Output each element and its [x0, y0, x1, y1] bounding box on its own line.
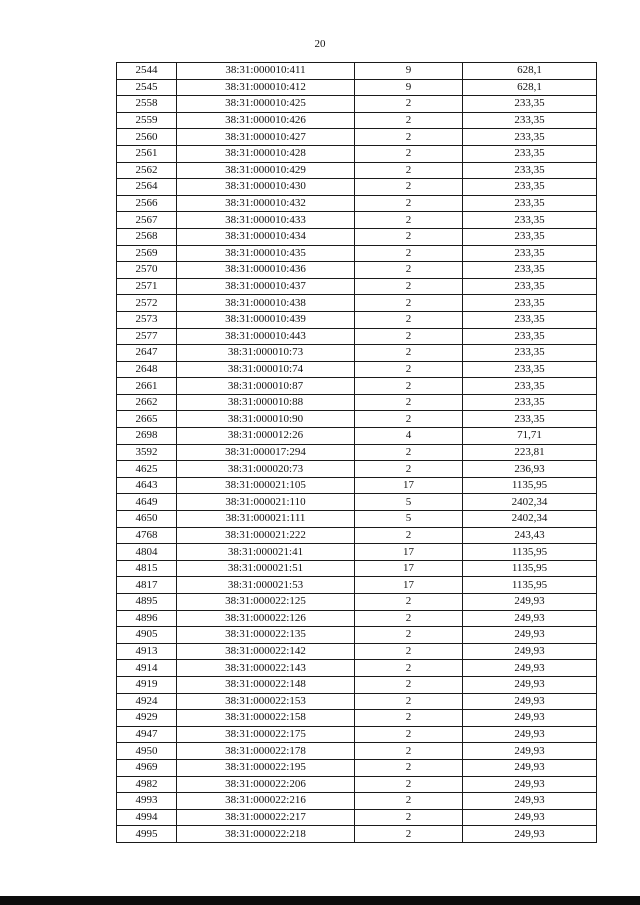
row-number-cell: 4994	[117, 809, 177, 826]
row-number-cell: 2544	[117, 63, 177, 80]
table-row	[117, 79, 597, 96]
table-row	[117, 361, 597, 378]
count-cell: 2	[355, 345, 463, 362]
count-cell: 5	[355, 494, 463, 511]
cadastral-number-cell: 38:31:000010:432	[177, 195, 355, 212]
cadastral-number-cell: 38:31:000010:435	[177, 245, 355, 262]
cadastral-number-cell: 38:31:000010:430	[177, 179, 355, 196]
table-row	[117, 726, 597, 743]
row-number-cell: 2566	[117, 195, 177, 212]
count-cell: 2	[355, 676, 463, 693]
cadastral-number-cell: 38:31:000021:222	[177, 527, 355, 544]
area-cell: 233,35	[463, 96, 597, 113]
area-cell: 236,93	[463, 461, 597, 478]
count-cell: 2	[355, 826, 463, 843]
count-cell: 2	[355, 311, 463, 328]
cadastral-number-cell: 38:31:000022:216	[177, 793, 355, 810]
row-number-cell: 2661	[117, 378, 177, 395]
row-number-cell: 4969	[117, 759, 177, 776]
row-number-cell: 2648	[117, 361, 177, 378]
count-cell: 2	[355, 693, 463, 710]
table-row	[117, 676, 597, 693]
row-number-cell: 4905	[117, 627, 177, 644]
row-number-cell: 4650	[117, 511, 177, 528]
area-cell: 233,35	[463, 278, 597, 295]
row-number-cell: 4895	[117, 594, 177, 611]
table-row	[117, 577, 597, 594]
row-number-cell: 4982	[117, 776, 177, 793]
row-number-cell: 2558	[117, 96, 177, 113]
cadastral-number-cell: 38:31:000021:110	[177, 494, 355, 511]
count-cell: 2	[355, 278, 463, 295]
table-row	[117, 660, 597, 677]
count-cell: 2	[355, 726, 463, 743]
count-cell: 2	[355, 96, 463, 113]
area-cell: 249,93	[463, 826, 597, 843]
cadastral-number-cell: 38:31:000021:53	[177, 577, 355, 594]
row-number-cell: 2567	[117, 212, 177, 229]
area-cell: 233,35	[463, 345, 597, 362]
area-cell: 243,43	[463, 527, 597, 544]
count-cell: 2	[355, 776, 463, 793]
row-number-cell: 4947	[117, 726, 177, 743]
cadastral-number-cell: 38:31:000022:217	[177, 809, 355, 826]
table-row	[117, 627, 597, 644]
row-number-cell: 2571	[117, 278, 177, 295]
count-cell: 2	[355, 361, 463, 378]
table-body	[117, 63, 597, 843]
row-number-cell: 2561	[117, 145, 177, 162]
cadastral-number-cell: 38:31:000022:153	[177, 693, 355, 710]
area-cell: 1135,95	[463, 544, 597, 561]
cadastral-number-cell: 38:31:000010:437	[177, 278, 355, 295]
table-row	[117, 826, 597, 843]
count-cell: 4	[355, 428, 463, 445]
count-cell: 9	[355, 79, 463, 96]
cadastral-number-cell: 38:31:000022:158	[177, 710, 355, 727]
area-cell: 249,93	[463, 759, 597, 776]
table-row	[117, 245, 597, 262]
table-row	[117, 129, 597, 146]
area-cell: 249,93	[463, 643, 597, 660]
table-row	[117, 710, 597, 727]
area-cell: 249,93	[463, 627, 597, 644]
count-cell: 2	[355, 262, 463, 279]
table-row	[117, 145, 597, 162]
cadastral-number-cell: 38:31:000010:427	[177, 129, 355, 146]
area-cell: 249,93	[463, 776, 597, 793]
cadastral-number-cell: 38:31:000010:74	[177, 361, 355, 378]
row-number-cell: 2568	[117, 228, 177, 245]
count-cell: 17	[355, 477, 463, 494]
count-cell: 2	[355, 378, 463, 395]
row-number-cell: 4914	[117, 660, 177, 677]
row-number-cell: 2545	[117, 79, 177, 96]
table-row	[117, 494, 597, 511]
row-number-cell: 4995	[117, 826, 177, 843]
cadastral-number-cell: 38:31:000022:126	[177, 610, 355, 627]
cadastral-number-cell: 38:31:000010:433	[177, 212, 355, 229]
row-number-cell: 4896	[117, 610, 177, 627]
count-cell: 2	[355, 809, 463, 826]
row-number-cell: 2564	[117, 179, 177, 196]
table-row	[117, 610, 597, 627]
area-cell: 233,35	[463, 112, 597, 129]
count-cell: 17	[355, 544, 463, 561]
table-row	[117, 594, 597, 611]
table-row	[117, 311, 597, 328]
cadastral-number-cell: 38:31:000010:87	[177, 378, 355, 395]
area-cell: 233,35	[463, 129, 597, 146]
count-cell: 2	[355, 743, 463, 760]
area-cell: 223,81	[463, 444, 597, 461]
count-cell: 2	[355, 660, 463, 677]
cadastral-number-cell: 38:31:000010:425	[177, 96, 355, 113]
area-cell: 249,93	[463, 809, 597, 826]
row-number-cell: 4950	[117, 743, 177, 760]
table-row	[117, 295, 597, 312]
table-row	[117, 228, 597, 245]
table-row	[117, 527, 597, 544]
area-cell: 233,35	[463, 311, 597, 328]
area-cell: 1135,95	[463, 477, 597, 494]
table-row	[117, 461, 597, 478]
table-row	[117, 759, 597, 776]
row-number-cell: 4993	[117, 793, 177, 810]
table-row	[117, 378, 597, 395]
cadastral-number-cell: 38:31:000021:41	[177, 544, 355, 561]
count-cell: 2	[355, 793, 463, 810]
cadastral-number-cell: 38:31:000022:178	[177, 743, 355, 760]
count-cell: 17	[355, 560, 463, 577]
data-table-container	[116, 62, 596, 843]
area-cell: 233,35	[463, 212, 597, 229]
cadastral-number-cell: 38:31:000010:436	[177, 262, 355, 279]
area-cell: 249,93	[463, 594, 597, 611]
table-row	[117, 179, 597, 196]
row-number-cell: 4815	[117, 560, 177, 577]
count-cell: 2	[355, 112, 463, 129]
count-cell: 2	[355, 527, 463, 544]
cadastral-number-cell: 38:31:000022:142	[177, 643, 355, 660]
area-cell: 249,93	[463, 793, 597, 810]
row-number-cell: 4913	[117, 643, 177, 660]
area-cell: 233,35	[463, 394, 597, 411]
cadastral-number-cell: 38:31:000010:411	[177, 63, 355, 80]
count-cell: 2	[355, 643, 463, 660]
row-number-cell: 4817	[117, 577, 177, 594]
table-row	[117, 212, 597, 229]
table-row	[117, 544, 597, 561]
cadastral-number-cell: 38:31:000010:428	[177, 145, 355, 162]
row-number-cell: 2560	[117, 129, 177, 146]
count-cell: 2	[355, 195, 463, 212]
table-row	[117, 643, 597, 660]
cadastral-number-cell: 38:31:000022:175	[177, 726, 355, 743]
row-number-cell: 4643	[117, 477, 177, 494]
row-number-cell: 2647	[117, 345, 177, 362]
count-cell: 2	[355, 759, 463, 776]
cadastral-number-cell: 38:31:000010:90	[177, 411, 355, 428]
cadastral-number-cell: 38:31:000022:143	[177, 660, 355, 677]
table-row	[117, 262, 597, 279]
count-cell: 2	[355, 179, 463, 196]
table-row	[117, 809, 597, 826]
page-number: 20	[314, 38, 326, 50]
row-number-cell: 2572	[117, 295, 177, 312]
area-cell: 233,35	[463, 361, 597, 378]
count-cell: 2	[355, 594, 463, 611]
area-cell: 233,35	[463, 162, 597, 179]
row-number-cell: 2662	[117, 394, 177, 411]
table-row	[117, 511, 597, 528]
table-row	[117, 411, 597, 428]
row-number-cell: 4804	[117, 544, 177, 561]
cadastral-number-cell: 38:31:000010:426	[177, 112, 355, 129]
table-row	[117, 444, 597, 461]
row-number-cell: 4929	[117, 710, 177, 727]
cadastral-number-cell: 38:31:000021:51	[177, 560, 355, 577]
table-row	[117, 428, 597, 445]
table-row	[117, 162, 597, 179]
area-cell: 249,93	[463, 743, 597, 760]
cadastral-number-cell: 38:31:000022:125	[177, 594, 355, 611]
row-number-cell: 2562	[117, 162, 177, 179]
scan-bottom-edge	[0, 896, 640, 905]
table-row	[117, 195, 597, 212]
table-row	[117, 328, 597, 345]
table-row	[117, 394, 597, 411]
row-number-cell: 4649	[117, 494, 177, 511]
area-cell: 233,35	[463, 228, 597, 245]
cadastral-number-cell: 38:31:000010:73	[177, 345, 355, 362]
cadastral-number-cell: 38:31:000010:439	[177, 311, 355, 328]
cadastral-number-cell: 38:31:000021:105	[177, 477, 355, 494]
count-cell: 2	[355, 710, 463, 727]
cadastral-number-cell: 38:31:000017:294	[177, 444, 355, 461]
area-cell: 233,35	[463, 328, 597, 345]
cadastral-number-cell: 38:31:000022:218	[177, 826, 355, 843]
data-table	[116, 62, 597, 843]
count-cell: 2	[355, 394, 463, 411]
area-cell: 233,35	[463, 295, 597, 312]
cadastral-number-cell: 38:31:000010:434	[177, 228, 355, 245]
count-cell: 2	[355, 212, 463, 229]
row-number-cell: 3592	[117, 444, 177, 461]
table-row	[117, 345, 597, 362]
area-cell: 233,35	[463, 145, 597, 162]
table-row	[117, 743, 597, 760]
area-cell: 2402,34	[463, 511, 597, 528]
cadastral-number-cell: 38:31:000022:206	[177, 776, 355, 793]
table-row	[117, 776, 597, 793]
count-cell: 2	[355, 411, 463, 428]
row-number-cell: 2665	[117, 411, 177, 428]
row-number-cell: 2577	[117, 328, 177, 345]
table-row	[117, 560, 597, 577]
row-number-cell: 2573	[117, 311, 177, 328]
count-cell: 2	[355, 444, 463, 461]
area-cell: 233,35	[463, 378, 597, 395]
row-number-cell: 2569	[117, 245, 177, 262]
count-cell: 2	[355, 228, 463, 245]
row-number-cell: 2570	[117, 262, 177, 279]
row-number-cell: 4625	[117, 461, 177, 478]
table-row	[117, 278, 597, 295]
cadastral-number-cell: 38:31:000010:88	[177, 394, 355, 411]
area-cell: 628,1	[463, 79, 597, 96]
cadastral-number-cell: 38:31:000010:429	[177, 162, 355, 179]
cadastral-number-cell: 38:31:000021:111	[177, 511, 355, 528]
row-number-cell: 4768	[117, 527, 177, 544]
area-cell: 2402,34	[463, 494, 597, 511]
cadastral-number-cell: 38:31:000012:26	[177, 428, 355, 445]
cadastral-number-cell: 38:31:000010:412	[177, 79, 355, 96]
area-cell: 249,93	[463, 710, 597, 727]
row-number-cell: 2559	[117, 112, 177, 129]
area-cell: 71,71	[463, 428, 597, 445]
count-cell: 2	[355, 162, 463, 179]
area-cell: 249,93	[463, 726, 597, 743]
count-cell: 2	[355, 328, 463, 345]
count-cell: 2	[355, 245, 463, 262]
table-row	[117, 96, 597, 113]
count-cell: 2	[355, 627, 463, 644]
count-cell: 5	[355, 511, 463, 528]
area-cell: 233,35	[463, 411, 597, 428]
count-cell: 17	[355, 577, 463, 594]
count-cell: 2	[355, 129, 463, 146]
area-cell: 233,35	[463, 262, 597, 279]
area-cell: 249,93	[463, 610, 597, 627]
area-cell: 249,93	[463, 693, 597, 710]
count-cell: 9	[355, 63, 463, 80]
area-cell: 233,35	[463, 179, 597, 196]
cadastral-number-cell: 38:31:000022:148	[177, 676, 355, 693]
row-number-cell: 2698	[117, 428, 177, 445]
count-cell: 2	[355, 295, 463, 312]
cadastral-number-cell: 38:31:000020:73	[177, 461, 355, 478]
area-cell: 233,35	[463, 195, 597, 212]
area-cell: 1135,95	[463, 577, 597, 594]
area-cell: 249,93	[463, 676, 597, 693]
row-number-cell: 4924	[117, 693, 177, 710]
area-cell: 249,93	[463, 660, 597, 677]
count-cell: 2	[355, 461, 463, 478]
count-cell: 2	[355, 610, 463, 627]
table-row	[117, 793, 597, 810]
table-row	[117, 63, 597, 80]
table-row	[117, 112, 597, 129]
cadastral-number-cell: 38:31:000010:443	[177, 328, 355, 345]
area-cell: 1135,95	[463, 560, 597, 577]
table-row	[117, 693, 597, 710]
area-cell: 233,35	[463, 245, 597, 262]
cadastral-number-cell: 38:31:000022:135	[177, 627, 355, 644]
area-cell: 628,1	[463, 63, 597, 80]
table-row	[117, 477, 597, 494]
count-cell: 2	[355, 145, 463, 162]
cadastral-number-cell: 38:31:000010:438	[177, 295, 355, 312]
row-number-cell: 4919	[117, 676, 177, 693]
cadastral-number-cell: 38:31:000022:195	[177, 759, 355, 776]
